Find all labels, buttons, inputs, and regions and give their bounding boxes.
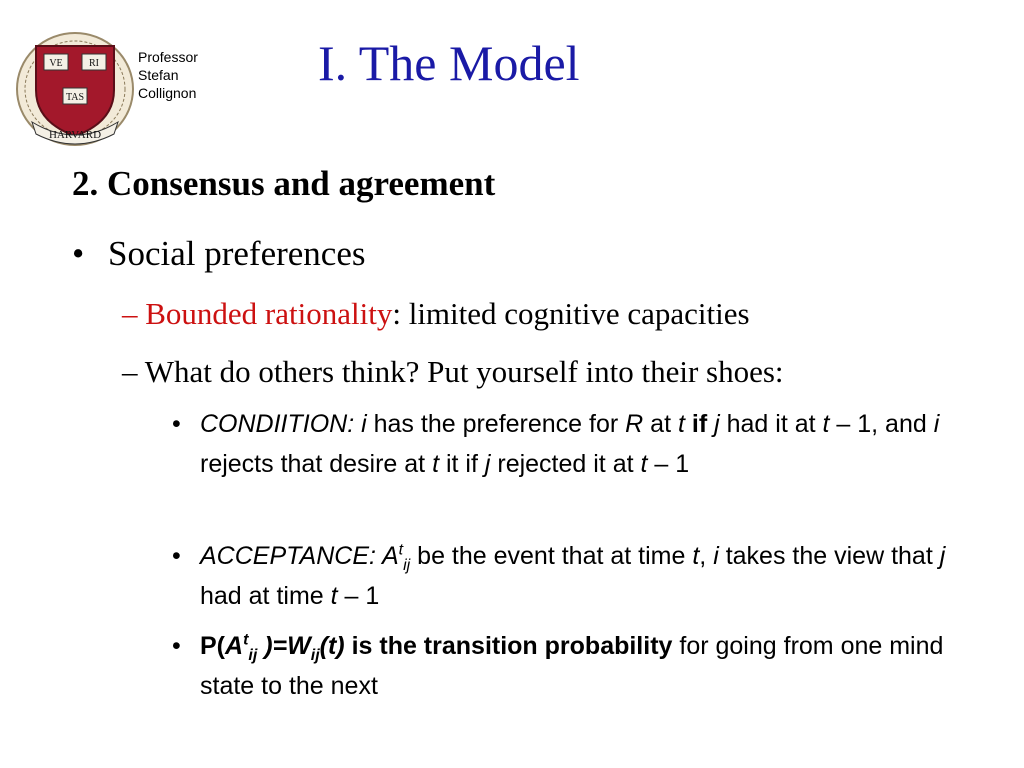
term-label: ACCEPTANCE: A [200, 542, 399, 570]
professor-line: Stefan [138, 67, 179, 83]
var-t: t [432, 450, 440, 478]
dash-marker: – [122, 296, 138, 331]
item-text [200, 536, 992, 616]
var-a: A [225, 632, 244, 660]
var-t: t [822, 410, 830, 438]
sub-bullet-what-others-think [122, 356, 784, 387]
bullet-marker: • [172, 410, 181, 438]
logo-text-harvard: HARVARD [48, 129, 102, 141]
text: – 1 [647, 450, 690, 478]
term-label: CONDIITION: [200, 410, 362, 438]
text: be the event that at time [410, 542, 693, 570]
var-j: j [714, 410, 720, 438]
sub-bullet-text: What do others think? Put yourself into their shoes: [144, 354, 784, 389]
professor-line: Collignon [138, 85, 197, 101]
var-i: i [361, 410, 367, 438]
harvard-shield-logo [14, 30, 136, 148]
var-t: t [640, 450, 648, 478]
logo-text-tas: TAS [65, 92, 85, 103]
item-acceptance [172, 536, 992, 616]
text: takes the view that [718, 542, 940, 570]
text: rejected it at [490, 450, 641, 478]
subscript-ij: ij [310, 647, 320, 664]
bullet-social-preferences [72, 236, 366, 271]
logo-text-ve: VE [49, 58, 63, 69]
text: – 1 [337, 582, 380, 610]
sub-bullet-bounded-rationality [122, 298, 750, 329]
text: (t) [319, 632, 345, 660]
var-i: i [933, 410, 940, 438]
item-condition [172, 404, 992, 484]
var-j: j [939, 542, 946, 570]
var-r: R [625, 410, 644, 438]
var-t: t [692, 542, 700, 570]
text: – 1, and [829, 410, 934, 438]
subscript-ij: ij [403, 557, 411, 574]
bullet-text: Social preferences [108, 234, 366, 273]
highlight-term: Bounded rationality [145, 296, 393, 331]
text: rejects that desire at [200, 450, 433, 478]
item-text [200, 404, 992, 484]
var-t: t [677, 410, 685, 438]
text: at [643, 410, 678, 438]
text: P( [200, 632, 225, 660]
text: has the preference for [366, 410, 626, 438]
section-heading: 2. Consensus and agreement [72, 164, 496, 203]
var-t: t [330, 582, 338, 610]
var-i: i [713, 542, 719, 570]
sub-bullet-text: : limited cognitive capacities [392, 296, 750, 331]
bullet-marker: • [172, 542, 181, 570]
professor-credit [138, 48, 198, 102]
keyword-if: if [684, 410, 715, 438]
text: had it at [719, 410, 823, 438]
superscript-t: t [398, 541, 404, 559]
bullet-marker: • [72, 234, 85, 273]
text: for going from one mind state to the next [200, 632, 944, 700]
var-j: j [484, 450, 491, 478]
bullet-marker: • [172, 632, 181, 660]
slide-title: I. The Model [318, 35, 580, 91]
superscript-t: t [243, 631, 249, 649]
item-transition-probability [172, 626, 992, 706]
text: , [699, 542, 714, 570]
dash-marker: – [122, 354, 138, 389]
bold-text: is the transition probability [344, 632, 673, 660]
subscript-ij: ij [248, 647, 258, 664]
professor-line: Professor [138, 49, 198, 65]
text: had at time [200, 582, 331, 610]
text: it if [439, 450, 485, 478]
logo-text-ri: RI [89, 58, 99, 69]
text: )=W [257, 632, 311, 660]
item-text [200, 626, 992, 706]
